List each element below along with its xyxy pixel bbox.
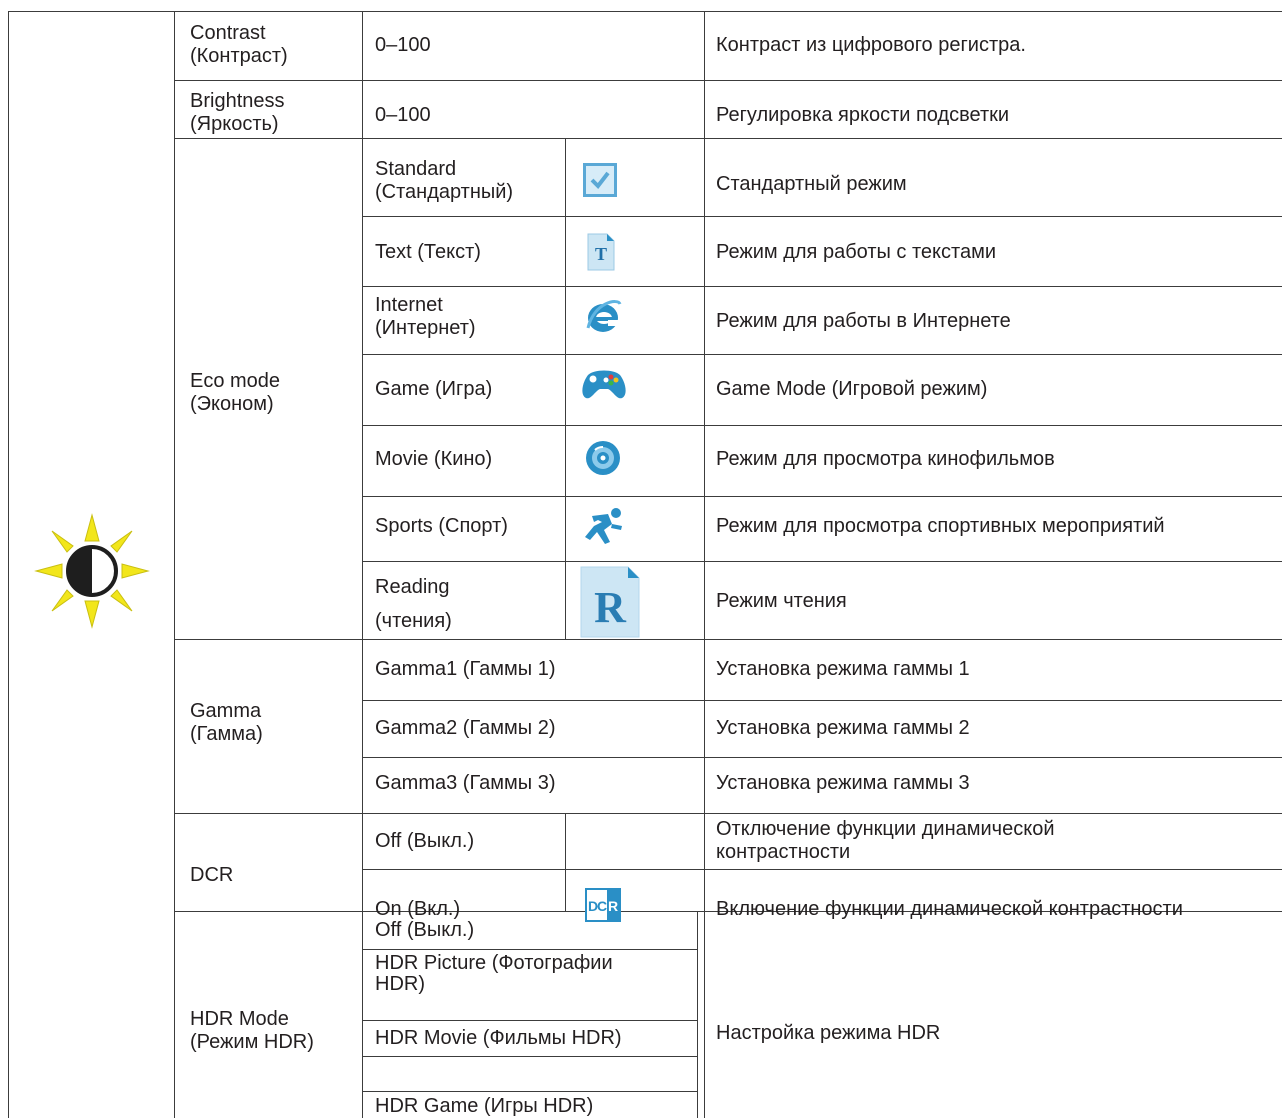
contrast-range: 0–100	[375, 34, 431, 56]
eco-option-reading: Reading (чтения)	[375, 576, 452, 632]
brightness-range: 0–100	[375, 104, 431, 126]
hdr-option-off: Off (Выкл.)	[375, 919, 475, 941]
sports-mode-icon	[582, 506, 626, 546]
eco-internet-description: Режим для работы в Интернете	[716, 310, 1011, 332]
internet-mode-icon	[584, 298, 622, 336]
gamma-label: Gamma (Гамма)	[190, 700, 263, 745]
eco-standard-description: Стандартный режим	[716, 173, 907, 195]
reading-mode-icon	[580, 566, 640, 638]
eco-reading-description: Режим чтения	[716, 590, 847, 612]
dcr-on-description: Включение функции динамической контрастности	[716, 898, 1183, 920]
eco-option-movie: Movie (Кино)	[375, 448, 493, 470]
gamma-2-description: Установка режима гаммы 2	[716, 717, 970, 739]
game-mode-icon	[580, 365, 628, 405]
eco-sports-description: Режим для просмотра спортивных мероприятий	[716, 515, 1165, 537]
eco-mode-label: Eco mode (Эконом)	[190, 370, 281, 415]
dcr-icon	[585, 888, 621, 922]
brightness-description: Регулировка яркости подсветки	[716, 104, 1010, 126]
gamma-option-2: Gamma2 (Гаммы 2)	[375, 717, 556, 739]
hdr-option-game: HDR Game (Игры HDR)	[375, 1095, 594, 1117]
hdr-mode-label: HDR Mode (Режим HDR)	[190, 1008, 314, 1053]
eco-option-internet: Internet (Интернет)	[375, 294, 476, 339]
dcr-option-on: On (Вкл.)	[375, 898, 461, 920]
eco-movie-description: Режим для просмотра кинофильмов	[716, 448, 1055, 470]
gamma-1-description: Установка режима гаммы 1	[716, 658, 970, 680]
eco-option-standard: Standard (Стандартный)	[375, 158, 514, 203]
brightness-icon	[34, 513, 150, 629]
brightness-label: Brightness (Яркость)	[190, 90, 285, 135]
dcr-icon-letter-c: C	[596, 898, 608, 914]
eco-text-description: Режим для работы с текстами	[716, 241, 996, 263]
hdr-option-movie: HDR Movie (Фильмы HDR)	[375, 1027, 622, 1049]
text-mode-icon	[587, 233, 615, 271]
svg-text:T: T	[594, 244, 608, 264]
dcr-icon-letter-d: D	[587, 898, 599, 914]
eco-option-sports: Sports (Спорт)	[375, 515, 508, 537]
contrast-label: Contrast (Контраст)	[190, 22, 288, 67]
eco-option-text: Text (Текст)	[375, 241, 481, 263]
dcr-label: DCR	[190, 864, 234, 886]
svg-text:R: R	[594, 583, 626, 632]
contrast-description: Контраст из цифрового регистра.	[716, 34, 1026, 56]
hdr-option-picture: HDR Picture (Фотографии HDR)	[375, 952, 613, 995]
eco-game-description: Game Mode (Игровой режим)	[716, 378, 988, 400]
gamma-option-1: Gamma1 (Гаммы 1)	[375, 658, 556, 680]
gamma-option-3: Gamma3 (Гаммы 3)	[375, 772, 556, 794]
movie-mode-icon	[585, 440, 621, 476]
dcr-off-description: Отключение функции динамической контрастности	[716, 818, 1055, 863]
dcr-option-off: Off (Выкл.)	[375, 830, 475, 852]
gamma-3-description: Установка режима гаммы 3	[716, 772, 970, 794]
hdr-mode-description: Настройка режима HDR	[716, 1022, 941, 1044]
standard-mode-icon	[583, 163, 617, 197]
dcr-icon-letter-r: R	[607, 898, 619, 914]
eco-option-game: Game (Игра)	[375, 378, 493, 400]
